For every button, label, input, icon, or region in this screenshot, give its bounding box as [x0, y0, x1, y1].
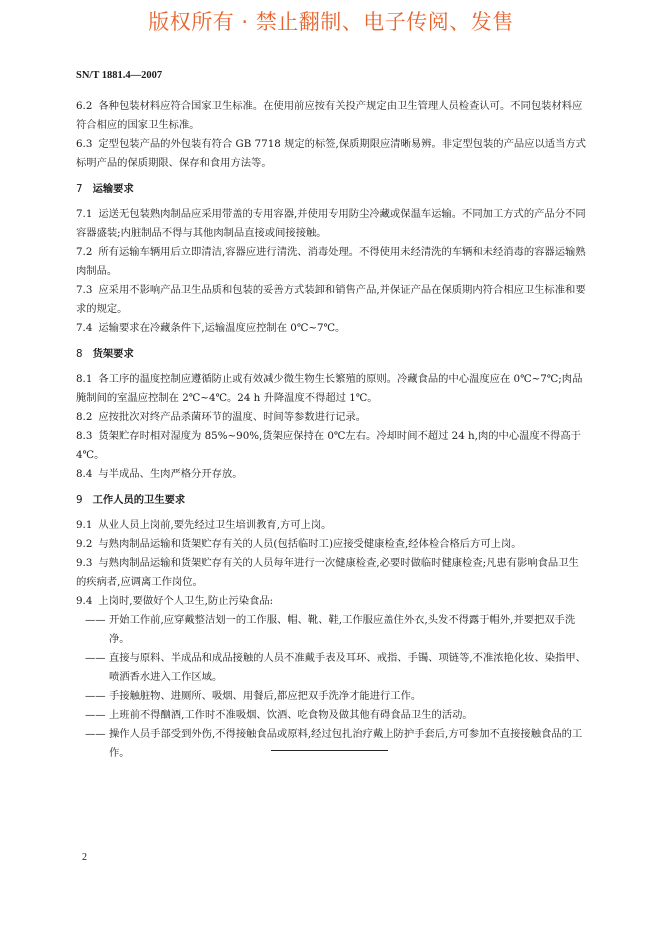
- clause-text: 运送无包装熟肉制品应采用带盖的专用容器,并使用专用防尘冷藏或保温车运输。不同加工方式的产品分不同容器盛装;内脏制品不得与其他肉制品直接或间接接触。: [76, 208, 586, 239]
- list-dash: ——: [85, 690, 106, 702]
- clause-number: 8.2: [76, 411, 93, 423]
- clause-text: 货架贮存时相对湿度为 85%~90%,货架应保持在 0℃左右。冷却时间不超过 24 h,肉的中心温度不得高于 4℃。: [76, 430, 581, 461]
- clause-paragraph: [76, 370, 587, 408]
- clause-paragraph: [76, 465, 587, 484]
- clause-text: 与熟肉制品运输和货架贮存有关的人员(包括临时工)应接受健康检查,经体检合格后方可上岗。: [98, 538, 522, 550]
- clause-paragraph: [76, 281, 587, 319]
- copyright-watermark: 版权所有 · 禁止翻制、电子传阅、发售: [148, 10, 514, 34]
- clause-paragraph: [76, 243, 587, 281]
- dash-list-item: [76, 649, 587, 687]
- list-dash: ——: [85, 614, 106, 626]
- clause-text: 各工序的温度控制应遵循防止或有效减少微生物生长繁殖的原则。冷藏食品的中心温度应在 0℃~7℃;肉品腌制间的室温应控制在 2℃~4℃。24 h 升降温度不得超过 1℃。: [76, 373, 583, 404]
- clause-paragraph: [76, 408, 587, 427]
- clause-paragraph: [76, 554, 587, 592]
- clause-text: 定型包装产品的外包装有符合 GB 7718 规定的标签,保质期限应清晰易辨。非定型包装的产品应以适当方式标明产品的保质期限、保存和食用方法等。: [76, 138, 586, 169]
- section-title: 工作人员的卫生要求: [92, 494, 186, 506]
- section-heading: [76, 345, 587, 364]
- list-item-text: 手接触脏物、进厕所、吸烟、用餐后,都应把双手洗净才能进行工作。: [109, 690, 422, 702]
- clause-text: 运输要求在冷藏条件下,运输温度应控制在 0℃~7℃。: [98, 322, 346, 334]
- clause-paragraph: [76, 319, 587, 338]
- section-heading: [76, 491, 587, 510]
- section-heading: [76, 180, 587, 199]
- section-number: 7: [76, 183, 83, 195]
- list-item-text: 开始工作前,应穿戴整洁划一的工作服、帽、靴、鞋,工作服应盖住外衣,头发不得露于帽外,并要把双手洗净。: [109, 614, 576, 645]
- section-number: 9: [76, 494, 83, 506]
- clause-paragraph: [76, 97, 587, 135]
- clause-number: 7.2: [76, 246, 93, 258]
- clause-paragraph: [76, 592, 587, 611]
- clause-text: 与熟肉制品运输和货架贮存有关的人员每年进行一次健康检查,必要时做临时健康检查;凡患有影响食品卫生的疾病者,应调离工作岗位。: [76, 557, 579, 588]
- clause-number: 8.3: [76, 430, 93, 442]
- clause-text: 应按批次对终产品杀菌环节的温度、时间等参数进行记录。: [98, 411, 367, 423]
- clause-paragraph: [76, 135, 587, 173]
- list-dash: ——: [85, 652, 106, 664]
- list-dash: ——: [85, 728, 106, 740]
- clause-paragraph: [76, 516, 587, 535]
- clause-number: 7.3: [76, 284, 93, 296]
- clause-number: 9.2: [76, 538, 93, 550]
- clause-number: 9.1: [76, 519, 93, 531]
- clause-paragraph: [76, 535, 587, 554]
- section-title: 运输要求: [92, 183, 134, 195]
- clause-number: 6.2: [76, 100, 93, 112]
- list-item-text: 直接与原料、半成品和成品接触的人员不准戴手表及耳环、戒指、手镯、项链等,不准浓艳化妆、染指甲、喷洒香水进入工作区域。: [109, 652, 586, 683]
- dash-list-item: [76, 706, 587, 725]
- end-of-text-rule: [271, 750, 388, 751]
- clause-number: 8.4: [76, 468, 93, 480]
- dash-list-item: [76, 687, 587, 706]
- page-number: 2: [82, 852, 87, 863]
- clause-number: 7.4: [76, 322, 93, 334]
- clause-text: 应采用不影响产品卫生品质和包装的妥善方式装卸和销售产品,并保证产品在保质期内符合相应卫生标准和要求的规定。: [76, 284, 586, 315]
- clause-text: 上岗时,要做好个人卫生,防止污染食品:: [98, 595, 274, 607]
- list-item-text: 操作人员手部受到外伤,不得接触食品或原料,经过包扎治疗戴上防护手套后,方可参加不直接接触食品的工作。: [109, 728, 583, 759]
- list-item-text: 上班前不得酗酒,工作时不准吸烟、饮酒、吃食物及做其他有碍食品卫生的活动。: [109, 709, 473, 721]
- clause-number: 9.3: [76, 557, 93, 569]
- clause-text: 所有运输车辆用后立即清洁,容器应进行清洗、消毒处理。不得使用未经清洗的车辆和未经消毒的容器运输熟肉制品。: [76, 246, 586, 277]
- section-title: 货架要求: [92, 348, 134, 360]
- dash-list-item: [76, 611, 587, 649]
- clause-number: 9.4: [76, 595, 93, 607]
- clause-number: 7.1: [76, 208, 93, 220]
- clause-text: 与半成品、生肉严格分开存放。: [98, 468, 243, 480]
- clause-text: 从业人员上岗前,要先经过卫生培训教育,方可上岗。: [98, 519, 332, 531]
- document-body: [76, 97, 587, 763]
- section-number: 8: [76, 348, 83, 360]
- clause-paragraph: [76, 427, 587, 465]
- clause-number: 8.1: [76, 373, 93, 385]
- clause-paragraph: [76, 205, 587, 243]
- clause-number: 6.3: [76, 138, 93, 150]
- dash-list-item: [76, 725, 587, 763]
- standard-code-header: SN/T 1881.4—2007: [76, 70, 163, 81]
- clause-text: 各种包装材料应符合国家卫生标准。在使用前应按有关投产规定由卫生管理人员检查认可。不同包装材料应符合相应的国家卫生标准。: [76, 100, 583, 131]
- list-dash: ——: [85, 709, 106, 721]
